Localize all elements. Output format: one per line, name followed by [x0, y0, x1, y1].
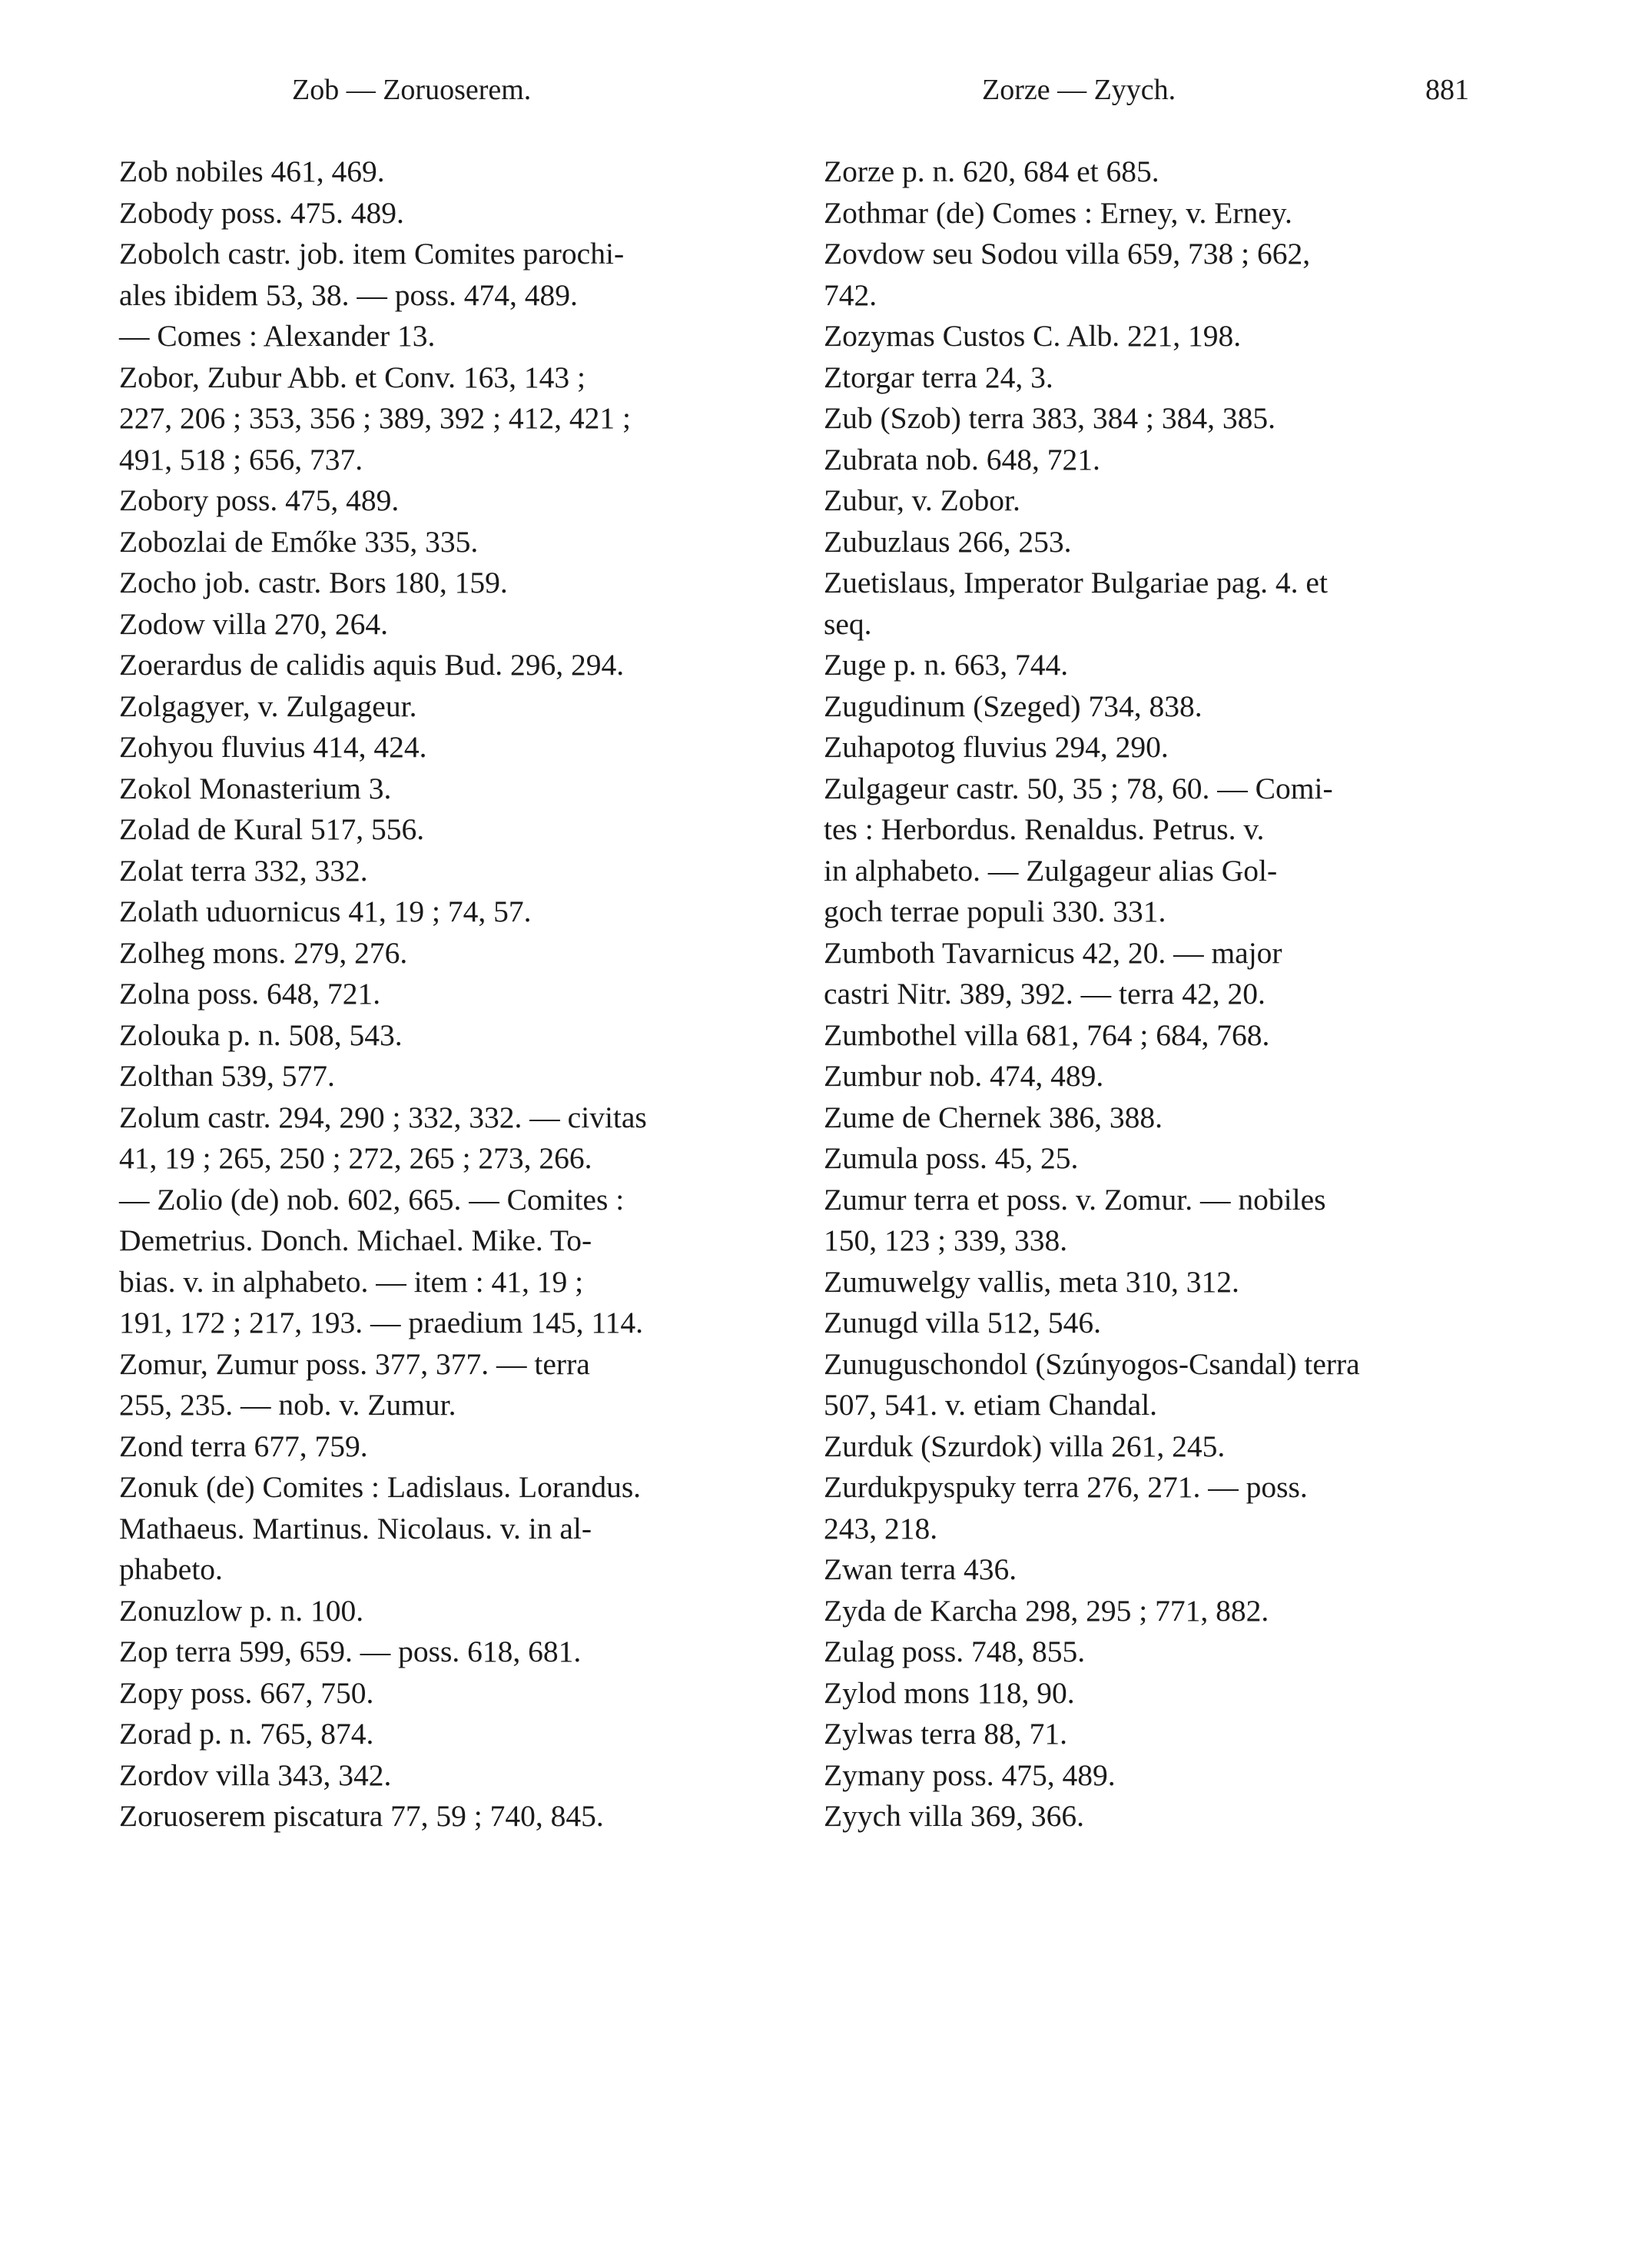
index-entry [824, 1631, 1500, 1673]
index-entry-line: Zubuzlaus 266, 253. [824, 524, 1072, 559]
index-entry [119, 1714, 788, 1755]
index-entry [824, 1097, 1500, 1139]
index-entry [119, 1344, 788, 1426]
index-entry-line: Zubrata nob. 648, 721. [824, 442, 1100, 476]
index-entry [824, 1180, 1500, 1262]
index-entry [824, 1755, 1500, 1797]
index-entry-line: Zovdow seu Sodou villa 659, 738 ; 662, [824, 237, 1311, 271]
index-entry [119, 1097, 788, 1344]
index-entry-line: phabeto. [119, 1552, 223, 1586]
index-entry [824, 480, 1500, 522]
index-entry-line: Zunugd villa 512, 546. [824, 1306, 1101, 1339]
index-entry-line: Zobolch castr. job. item Comites parochi- [119, 237, 625, 271]
index-entry [119, 234, 788, 357]
index-entry [824, 357, 1500, 399]
index-entry [119, 645, 788, 686]
index-entry [119, 1056, 788, 1097]
index-entry-line: goch terrae populi 330. 331. [824, 895, 1166, 928]
index-entry-line: Zopy poss. 667, 750. [119, 1675, 374, 1710]
index-entry [824, 1591, 1500, 1632]
index-entry-line: tes : Herbordus. Renaldus. Petrus. v. [824, 812, 1265, 846]
index-entry [119, 604, 788, 646]
index-entry-line: Zodow villa 270, 264. [119, 606, 388, 641]
index-entry-line: Zolouka p. n. 508, 543. [119, 1017, 403, 1052]
index-entry [119, 1591, 788, 1632]
index-entry-line: Zolath uduornicus 41, 19 ; 74, 57. [119, 895, 532, 928]
index-entry-line: Zolat terra 332, 332. [119, 853, 368, 888]
index-entry [119, 809, 788, 851]
index-entry-line: — Zolio (de) nob. 602, 665. — Comites : [119, 1182, 625, 1216]
index-entry-line: Zomur, Zumur poss. 377, 377. — terra [119, 1346, 590, 1381]
index-entry-line: Zumula poss. 45, 25. [824, 1141, 1079, 1175]
index-entry [824, 768, 1500, 933]
index-entry-line: Zurduk (Szurdok) villa 261, 245. [824, 1429, 1226, 1463]
index-entry [824, 316, 1500, 357]
index-entry-line: Zobory poss. 475, 489. [119, 483, 400, 517]
index-entry [824, 193, 1500, 234]
index-entry-line: Zyych villa 369, 366. [824, 1799, 1084, 1833]
index-entry-line: ales ibidem 53, 38. — poss. 474, 489. [119, 277, 578, 312]
index-entry-line: Zond terra 677, 759. [119, 1429, 368, 1463]
index-entry-line: Zozymas Custos C. Alb. 221, 198. [824, 319, 1242, 353]
index-entry-line: Zyda de Karcha 298, 295 ; 771, 882. [824, 1593, 1269, 1628]
index-entry [119, 891, 788, 933]
index-entry [824, 1549, 1500, 1591]
index-entry-line: Zumur terra et poss. v. Zomur. — nobiles [824, 1182, 1326, 1216]
index-entry-line: Zylwas terra 88, 71. [824, 1717, 1068, 1751]
index-entry [824, 1344, 1500, 1426]
index-entry-line: Zonuk (de) Comites : Ladislaus. Lorandus. [119, 1470, 642, 1504]
index-entry-line: Zohyou fluvius 414, 424. [119, 730, 427, 764]
running-header [0, 71, 1652, 109]
index-entry-line: Zorad p. n. 765, 874. [119, 1717, 374, 1751]
index-entry [824, 645, 1500, 686]
index-entry-line: 191, 172 ; 217, 193. — praedium 145, 114. [119, 1306, 644, 1339]
index-entry-line: Zolad de Kural 517, 556. [119, 812, 425, 846]
index-entry-line: seq. [824, 606, 872, 641]
index-entry [119, 1673, 788, 1714]
index-entry-line: Zolheg mons. 279, 276. [119, 935, 408, 970]
index-entry-line: Zume de Chernek 386, 388. [824, 1100, 1163, 1134]
index-entry-line: Zulgageur castr. 50, 35 ; 78, 60. — Comi- [824, 771, 1333, 805]
left-running-title: Zob — Zoruoserem. [292, 74, 532, 106]
index-entry-line: Zuge p. n. 663, 744. [824, 648, 1069, 682]
index-entry [824, 522, 1500, 563]
index-entry [824, 234, 1500, 316]
index-entry-line: Zob nobiles 461, 469. [119, 154, 385, 188]
index-entry [824, 1056, 1500, 1097]
index-entry-line: Zumbothel villa 681, 764 ; 684, 768. [824, 1017, 1270, 1052]
index-entry [119, 193, 788, 234]
index-entry-line: Zymany poss. 475, 489. [824, 1758, 1116, 1792]
index-entry-line: Zolum castr. 294, 290 ; 332, 332. — civitas [119, 1100, 647, 1134]
index-entry-line: Zugudinum (Szeged) 734, 838. [824, 689, 1203, 723]
index-entry-line: Zuhapotog fluvius 294, 290. [824, 730, 1169, 764]
index-entry-line: in alphabeto. — Zulgageur alias Gol- [824, 853, 1278, 888]
index-entry-line: Zubur, v. Zobor. [824, 483, 1020, 517]
index-entry-line: Zumbur nob. 474, 489. [824, 1059, 1104, 1093]
index-entry [824, 1426, 1500, 1468]
index-entry-line: Zordov villa 343, 342. [119, 1758, 392, 1792]
index-entry-line: Zop terra 599, 659. — poss. 618, 681. [119, 1635, 582, 1668]
index-entry-line: Zumboth Tavarnicus 42, 20. — major [824, 935, 1282, 970]
index-entry [824, 727, 1500, 768]
index-entry-line: Zunuguschondol (Szúnyogos-Csandal) terra [824, 1346, 1360, 1381]
index-entry [119, 480, 788, 522]
index-entry-line: Zwan terra 436. [824, 1552, 1017, 1586]
index-entry-line: 41, 19 ; 265, 250 ; 272, 265 ; 273, 266. [119, 1141, 592, 1175]
index-entry [824, 440, 1500, 481]
index-entry-line: — Comes : Alexander 13. [119, 319, 436, 353]
index-entry-line: Mathaeus. Martinus. Nicolaus. v. in al- [119, 1511, 592, 1545]
index-entry-line: Zumuwelgy vallis, meta 310, 312. [824, 1264, 1239, 1299]
index-entry-line: Zocho job. castr. Bors 180, 159. [119, 566, 508, 599]
left-index-column [119, 151, 788, 1837]
index-entry-line: Zolna poss. 648, 721. [119, 977, 381, 1011]
index-entry-line: 255, 235. — nob. v. Zumur. [119, 1388, 456, 1422]
index-entry [119, 686, 788, 728]
index-entry [119, 1755, 788, 1797]
index-entry-line: 491, 518 ; 656, 737. [119, 442, 363, 476]
index-entry [824, 1138, 1500, 1180]
index-entry-line: Zylod mons 118, 90. [824, 1675, 1075, 1710]
index-entry [824, 1015, 1500, 1057]
index-entry-line: Zub (Szob) terra 383, 384 ; 384, 385. [824, 401, 1276, 435]
index-entry-line: Demetrius. Donch. Michael. Mike. To- [119, 1223, 592, 1257]
index-entry-line: Zokol Monasterium 3. [119, 771, 392, 805]
index-entry [119, 727, 788, 768]
index-entry-line: Zolgagyer, v. Zulgageur. [119, 689, 417, 723]
index-entry-line: Zobody poss. 475. 489. [119, 195, 404, 230]
index-entry-line: 150, 123 ; 339, 338. [824, 1223, 1068, 1257]
index-entry [119, 933, 788, 974]
right-running-title: Zorze — Zyych. [982, 74, 1176, 106]
index-entry [824, 1796, 1500, 1837]
index-entry [824, 563, 1500, 645]
index-entry-line: Zothmar (de) Comes : Erney, v. Erney. [824, 195, 1292, 230]
right-index-column [824, 151, 1500, 1837]
index-entry [119, 151, 788, 193]
index-entry-line: castri Nitr. 389, 392. — terra 42, 20. [824, 977, 1266, 1011]
index-entry [119, 563, 788, 604]
index-entry-line: Zolthan 539, 577. [119, 1059, 335, 1093]
index-entry [119, 974, 788, 1015]
index-entry-line: Zurdukpyspuky terra 276, 271. — poss. [824, 1470, 1308, 1504]
index-entry-line: Zoerardus de calidis aquis Bud. 296, 294. [119, 648, 625, 682]
index-entry [824, 686, 1500, 728]
index-entry-line: Zobor, Zubur Abb. et Conv. 163, 143 ; [119, 360, 585, 394]
index-entry-line: Zonuzlow p. n. 100. [119, 1593, 364, 1628]
index-entry [119, 522, 788, 563]
index-entry-line: Zorze p. n. 620, 684 et 685. [824, 154, 1159, 188]
index-entry-line: bias. v. in alphabeto. — item : 41, 19 ; [119, 1264, 584, 1299]
index-entry-line: 507, 541. v. etiam Chandal. [824, 1388, 1158, 1422]
index-entry [119, 1467, 788, 1591]
index-entry-line: Zuetislaus, Imperator Bulgariae pag. 4. et [824, 566, 1328, 599]
index-entry [824, 1303, 1500, 1344]
index-entry [824, 933, 1500, 1015]
index-entry [824, 1673, 1500, 1714]
index-entry [119, 1796, 788, 1837]
index-entry [119, 1426, 788, 1468]
index-entry [119, 768, 788, 810]
index-entry-line: Zulag poss. 748, 855. [824, 1635, 1086, 1668]
page-number: 881 [1425, 74, 1469, 106]
index-entry [119, 357, 788, 481]
index-entry [824, 1714, 1500, 1755]
index-entry-line: 243, 218. [824, 1511, 938, 1545]
index-entry-line: 742. [824, 277, 877, 312]
index-entry [824, 151, 1500, 193]
index-entry-line: Zoruoserem piscatura 77, 59 ; 740, 845. [119, 1799, 604, 1833]
index-entry-line: Ztorgar terra 24, 3. [824, 360, 1053, 394]
index-entry [824, 1467, 1500, 1549]
index-entry [824, 398, 1500, 440]
index-entry [824, 1262, 1500, 1303]
index-entry [119, 851, 788, 892]
index-entry-line: 227, 206 ; 353, 356 ; 389, 392 ; 412, 421 ; [119, 401, 632, 435]
index-entry [119, 1631, 788, 1673]
index-entry-line: Zobozlai de Emőke 335, 335. [119, 524, 479, 559]
index-entry [119, 1015, 788, 1057]
